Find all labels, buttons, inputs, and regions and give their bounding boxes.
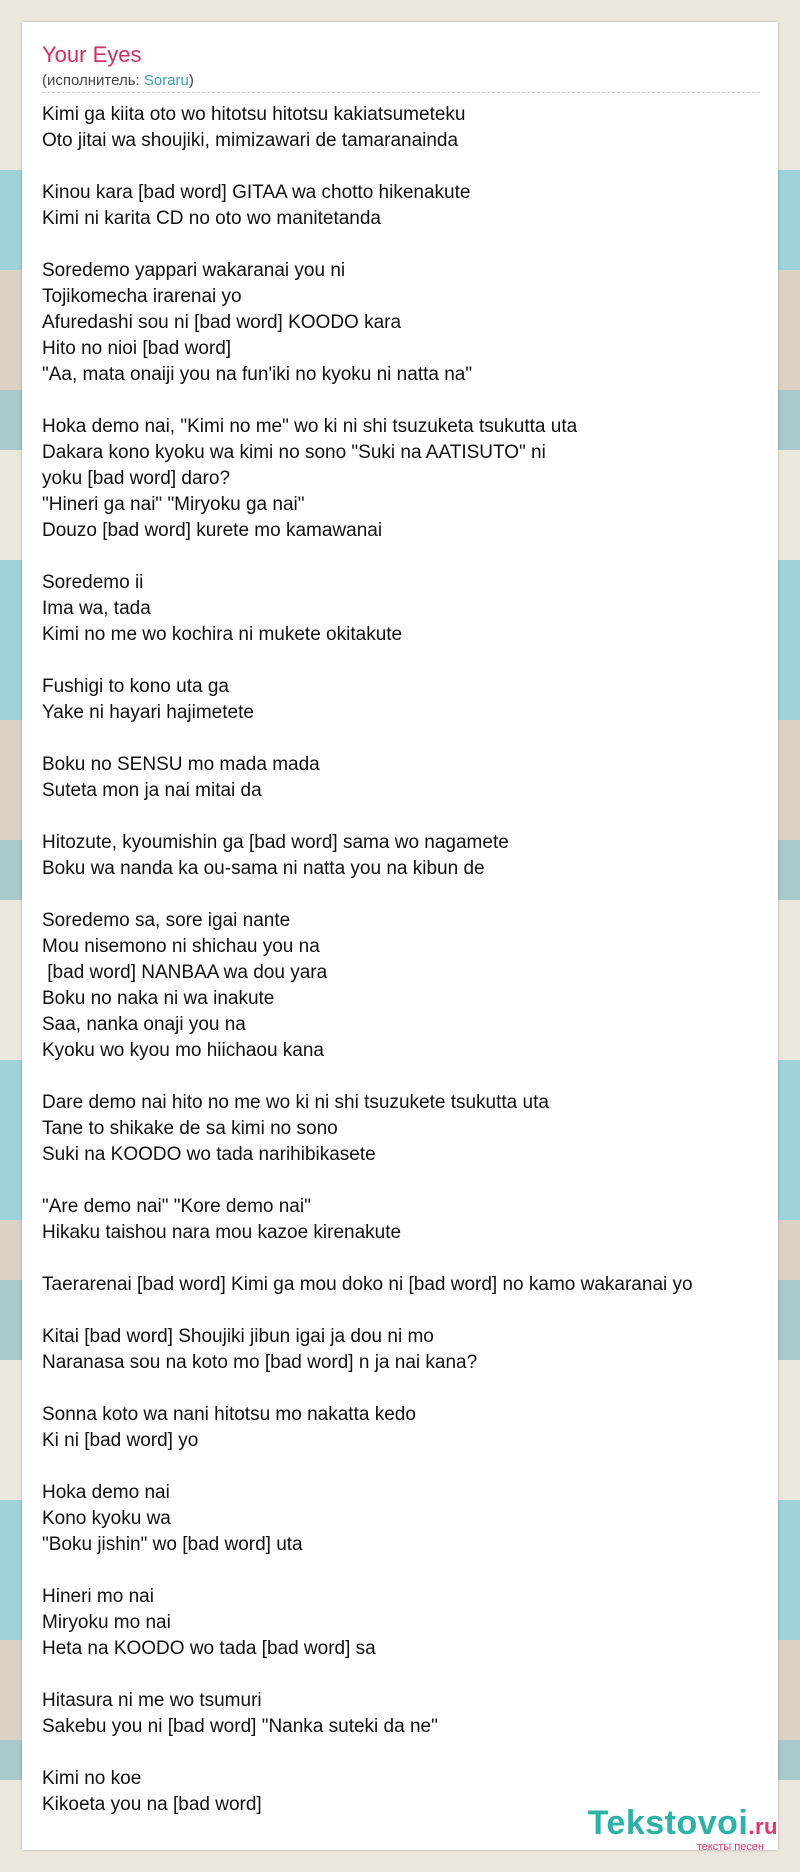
lyric-line: Fushigi to kono uta ga (42, 676, 229, 697)
lyric-line: Soredemo ii (42, 572, 144, 593)
tekstovoi-logo[interactable] (568, 1804, 778, 1853)
stanza (42, 1584, 760, 1662)
artist-suffix: ) (188, 72, 194, 89)
artist-line (42, 72, 194, 89)
stanza (42, 674, 760, 726)
lyric-line: "Boku jishin" wo [bad word] uta (42, 1534, 303, 1555)
lyric-line: Afuredashi sou ni [bad word] KOODO kara (42, 312, 402, 333)
lyric-line: [bad word] NANBAA wa dou yara (42, 962, 328, 983)
lyric-line: "Hineri ga nai" "Miryoku ga nai" (42, 494, 305, 515)
stanza (42, 1480, 760, 1558)
lyric-line: Boku wa nanda ka ou-sama ni natta you na kibun de (42, 858, 485, 879)
lyric-line: Kono kyoku wa (42, 1508, 171, 1529)
lyric-line: Kimi no me wo kochira ni mukete okitakute (42, 624, 403, 645)
lyric-line: Hitozute, kyoumishin ga [bad word] sama wo nagamete (42, 832, 509, 853)
lyric-line: Soredemo sa, sore igai nante (42, 910, 291, 931)
lyric-line: Sonna koto wa nani hitotsu mo nakatta kedo (42, 1404, 416, 1425)
logo-name: Tekstovoi (587, 1804, 749, 1842)
logo-tagline: тексты песен (696, 1841, 764, 1853)
lyric-line: Ima wa, tada (42, 598, 151, 619)
lyric-line: Kimi ga kiita oto wo hitotsu hitotsu kakiatsumeteku (42, 104, 466, 125)
lyric-line: Heta na KOODO wo tada [bad word] sa (42, 1638, 376, 1659)
lyric-line: Sakebu you ni [bad word] "Nanka suteki da ne" (42, 1716, 438, 1737)
lyric-line: Ki ni [bad word] yo (42, 1430, 199, 1451)
stanza (42, 1194, 760, 1246)
lyric-line: Douzo [bad word] kurete mo kamawanai (42, 520, 383, 541)
lyric-line: yoku [bad word] daro? (42, 468, 231, 489)
stanza (42, 102, 760, 154)
divider (42, 92, 760, 93)
song-title: Your Eyes (42, 42, 142, 67)
lyric-line: "Aa, mata onaiji you na fun'iki no kyoku ni natta na" (42, 364, 473, 385)
stanza (42, 1272, 760, 1298)
lyric-line: Boku no naka ni wa inakute (42, 988, 275, 1009)
lyric-line: "Are demo nai" "Kore demo nai" (42, 1196, 311, 1217)
lyric-line: Mou nisemono ni shichau you na (42, 936, 320, 957)
lyric-line: Hoka demo nai (42, 1482, 170, 1503)
lyric-line: Suki na KOODO wo tada narihibikasete (42, 1144, 376, 1165)
lyric-line: Kinou kara [bad word] GITAA wa chotto hikenakute (42, 182, 471, 203)
lyric-line: Hikaku taishou nara mou kazoe kirenakute (42, 1222, 402, 1243)
lyric-line: Tojikomecha irarenai yo (42, 286, 242, 307)
stanza (42, 180, 760, 232)
lyric-line: Kyoku wo kyou mo hiichaou kana (42, 1040, 324, 1061)
lyric-line: Kimi ni karita CD no oto wo manitetanda (42, 208, 381, 229)
lyric-line: Kimi no koe (42, 1768, 142, 1789)
stanza (42, 258, 760, 388)
lyric-line: Taerarenai [bad word] Kimi ga mou doko ni [bad word] no kamo wakaranai yo (42, 1274, 693, 1295)
lyric-line: Soredemo yappari wakaranai you ni (42, 260, 346, 281)
stanza (42, 1402, 760, 1454)
logo-tld: .ru (748, 1814, 778, 1839)
lyric-line: Kitai [bad word] Shoujiki jibun igai ja dou ni mo (42, 1326, 434, 1347)
stanza (42, 830, 760, 882)
lyric-line: Miryoku mo nai (42, 1612, 171, 1633)
lyric-line: Hineri mo nai (42, 1586, 154, 1607)
lyrics-card (22, 22, 778, 1853)
lyric-line: Hitasura ni me wo tsumuri (42, 1690, 262, 1711)
stanza (42, 1324, 760, 1376)
lyrics-body (42, 102, 760, 1844)
stanza (42, 1090, 760, 1168)
lyric-line: Suteta mon ja nai mitai da (42, 780, 262, 801)
logo-wordmark (588, 1804, 778, 1843)
lyric-line: Saa, nanka onaji you na (42, 1014, 246, 1035)
lyric-line: Yake ni hayari hajimetete (42, 702, 254, 723)
lyric-line: Kikoeta you na [bad word] (42, 1794, 262, 1815)
artist-link[interactable]: Soraru (143, 72, 189, 89)
stanza (42, 414, 760, 544)
stanza (42, 752, 760, 804)
stanza (42, 1688, 760, 1740)
stanza (42, 570, 760, 648)
lyric-line: Oto jitai wa shoujiki, mimizawari de tamaranainda (42, 130, 459, 151)
artist-prefix: (исполнитель: (42, 72, 144, 89)
lyric-line: Hoka demo nai, "Kimi no me" wo ki ni shi tsuzuketa tsukutta uta (42, 416, 578, 437)
lyric-line: Naranasa sou na koto mo [bad word] n ja nai kana? (42, 1352, 478, 1373)
lyric-line: Boku no SENSU mo mada mada (42, 754, 320, 775)
lyric-line: Dare demo nai hito no me wo ki ni shi tsuzukete tsukutta uta (42, 1092, 549, 1113)
stanza (42, 908, 760, 1064)
lyric-line: Tane to shikake de sa kimi no sono (42, 1118, 338, 1139)
lyric-line: Hito no nioi [bad word] (42, 338, 232, 359)
lyric-line: Dakara kono kyoku wa kimi no sono "Suki na AATISUTO" ni (42, 442, 546, 463)
